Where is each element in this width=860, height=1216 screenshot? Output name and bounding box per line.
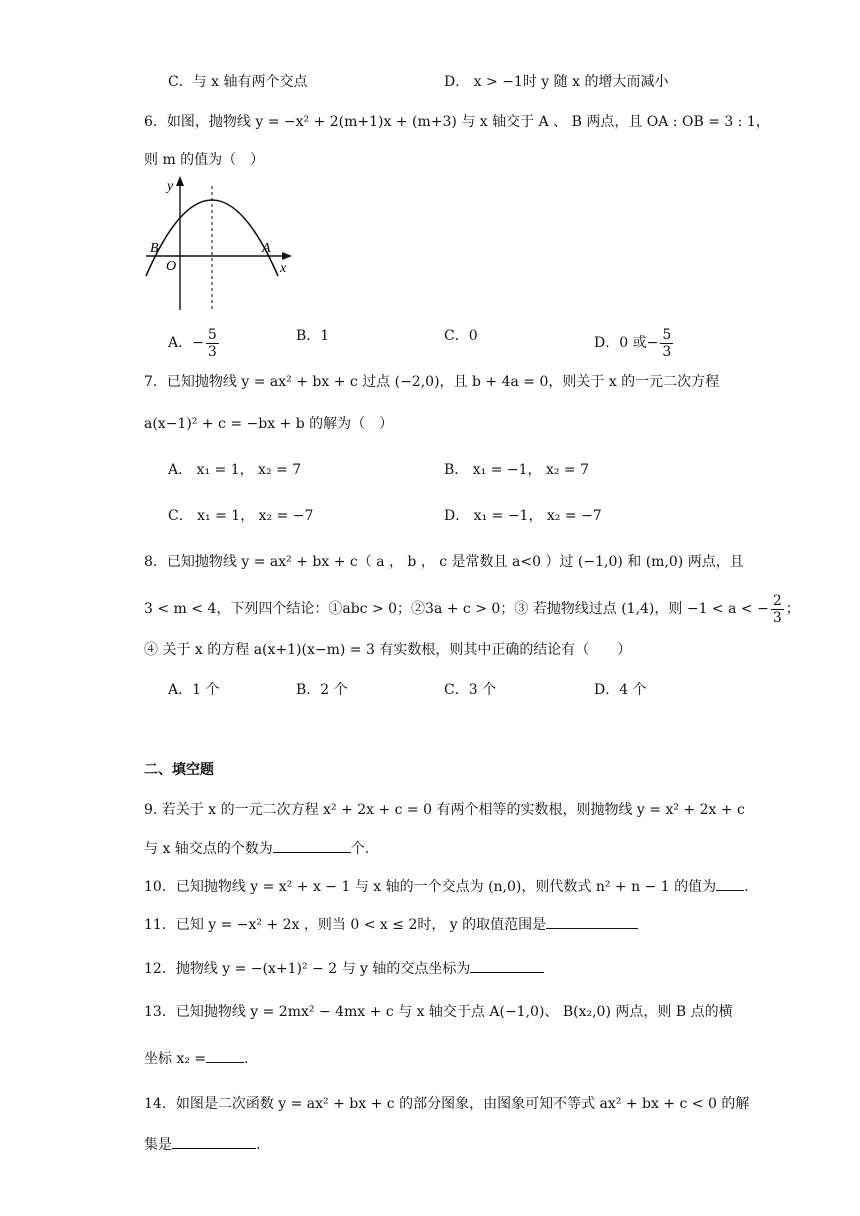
q5-option-d: D． x > −1时 y 随 x 的增大而减小 <box>444 74 669 90</box>
label-b: B <box>150 241 159 256</box>
q7-option-c: C． x₁ = 1， x₂ = −7 <box>168 508 314 524</box>
fraction: $\frac{2}{3}$ <box>772 592 782 626</box>
label-x: x <box>280 261 287 276</box>
q8-option-c: C．3 个 <box>444 682 497 698</box>
q6-option-c: C．0 <box>444 328 478 344</box>
q12-line: 12．抛物线 y = −(x+1)² − 2 与 y 轴的交点坐标为 <box>144 958 544 979</box>
x-axis-arrow-icon <box>282 252 292 260</box>
answer-blank[interactable] <box>273 838 351 853</box>
q6-option-d: D．0 或− $\frac{5}{3}$ <box>594 326 672 360</box>
q8-option-b: B．2 个 <box>296 682 348 698</box>
q9-line2: 与 x 轴交点的个数为 个. <box>144 838 369 859</box>
q5-option-c: C．与 x 轴有两个交点 <box>168 74 308 90</box>
q8-option-a: A．1 个 <box>168 682 220 698</box>
q8-stem-line3: ④ 关于 x 的方程 a(x+1)(x−m) = 3 有实数根，则其中正确的结论有（ ） <box>144 642 632 658</box>
q6-parabola-figure <box>140 172 300 314</box>
q6-option-b: B．1 <box>296 328 330 344</box>
q8-stem-line1: 8．已知抛物线 y = ax² + bx + c（ a ， b ， c 是常数且 a<0 ）过 (−1,0) 和 (m,0) 两点，且 <box>144 554 744 570</box>
label-o: O <box>166 259 177 274</box>
fraction: $\frac{5}{3}$ <box>207 326 217 360</box>
q13-line1: 13．已知抛物线 y = 2mx² − 4mx + c 与 x 轴交于点 A(−1,0)、 B(x₂,0) 两点，则 B 点的横 <box>144 1004 733 1020</box>
answer-blank[interactable] <box>546 914 638 929</box>
q14-line2: 集是 . <box>144 1134 260 1155</box>
q13-line2: 坐标 x₂ = . <box>144 1048 249 1069</box>
q8-option-d: D．4 个 <box>594 682 647 698</box>
q7-stem-line1: 7．已知抛物线 y = ax² + bx + c 过点 (−2,0)，且 b + 4a = 0，则关于 x 的一元二次方程 <box>144 374 720 390</box>
answer-blank[interactable] <box>206 1048 244 1063</box>
q11-line: 11．已知 y = −x² + 2x ，则当 0 < x ≤ 2时， y 的取值范围是 <box>144 914 638 935</box>
q10-line: 10．已知抛物线 y = x² + x − 1 与 x 轴的一个交点为 (n,0)，则代数式 n² + n − 1 的值为 . <box>144 876 749 897</box>
q6-stem-line2: 则 m 的值为（ ） <box>144 152 265 168</box>
answer-blank[interactable] <box>470 958 544 973</box>
q8-stem-line2: 3 < m < 4，下列四个结论：①abc > 0；②3a + c > 0；③ 若抛物线过点 (1,4)，则 −1 < a < − $\frac{2}{3}$ ； <box>144 592 800 626</box>
q14-line1: 14．如图是二次函数 y = ax² + bx + c 的部分图象，由图象可知不等式 ax² + bx + c < 0 的解 <box>144 1096 750 1112</box>
fraction: $\frac{5}{3}$ <box>662 326 672 360</box>
y-axis-arrow-icon <box>176 176 184 186</box>
label-a: A <box>262 241 271 256</box>
q7-option-d: D． x₁ = −1， x₂ = −7 <box>444 508 602 524</box>
q6-stem-line1: 6．如图，抛物线 y = −x² + 2(m+1)x + (m+3) 与 x 轴交于 A 、 B 两点，且 OA : OB = 3 : 1， <box>144 114 770 130</box>
answer-blank[interactable] <box>172 1134 256 1149</box>
q6-option-a: A．− $\frac{5}{3}$ <box>168 326 217 360</box>
answer-blank[interactable] <box>716 876 744 891</box>
label-y: y <box>167 179 174 194</box>
q7-option-b: B． x₁ = −1， x₂ = 7 <box>444 462 590 478</box>
q9-line1: 9. 若关于 x 的一元二次方程 x² + 2x + c = 0 有两个相等的实数根，则抛物线 y = x² + 2x + c <box>144 802 745 818</box>
section-title-fill-in: 二、填空题 <box>144 762 214 778</box>
q7-option-a: A． x₁ = 1， x₂ = 7 <box>168 462 302 478</box>
q7-stem-line2: a(x−1)² + c = −bx + b 的解为（ ） <box>144 416 394 432</box>
